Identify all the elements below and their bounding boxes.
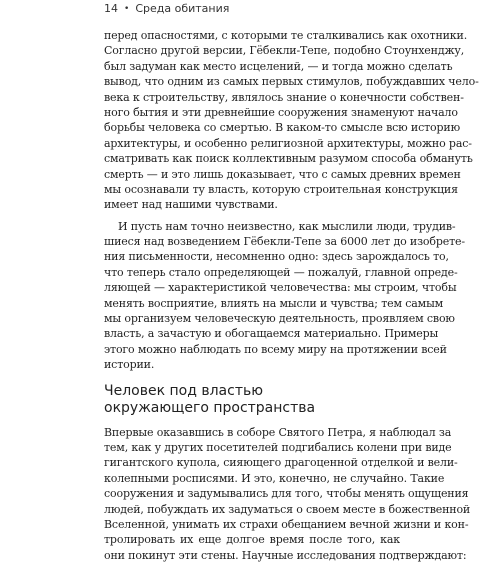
text-line: истории.: [104, 358, 155, 372]
text-line: И пусть нам точно неизвестно, как мыслили люди, трудив-: [118, 219, 456, 233]
text-line: власть, а зачастую и обогащаемся материально. Примеры: [104, 327, 439, 341]
text-line: борьбы человека со смертью. В каком-то смысле всю историю: [104, 121, 461, 135]
section-heading-line: окружающего пространства: [104, 399, 316, 416]
text-line: Впервые оказавшись в соборе Святого Петра, я наблюдал за: [104, 425, 452, 439]
body-text: [104, 28, 479, 563]
text-line: тем, как у других посетителей подгибались колени при виде: [104, 440, 452, 454]
bullet-separator: •: [124, 3, 130, 14]
text-line: мы осознавали ту власть, которую строительная конструкция: [104, 182, 458, 196]
text-line: архитектуры, и особенно религиозной архитектуры, можно рас-: [104, 136, 472, 150]
text-line: тролировать их еще долгое время после того, как: [104, 533, 400, 547]
text-line: колепными росписями. И это, конечно, не случайно. Такие: [104, 471, 445, 485]
text-line: смерть — и это лишь доказывает, что с самых древних времен: [104, 167, 461, 181]
text-line: ляющей — характеристикой человечества: мы строим, чтобы: [104, 281, 457, 295]
text-line: мы организуем человеческую деятельность, проявляем свою: [104, 312, 455, 326]
text-line: вывод, что одним из самых первых стимулов, побуждавших чело-: [104, 75, 479, 89]
text-line: ного бытия и эти древнейшие сооружения знаменуют начало: [104, 105, 458, 119]
text-line: Согласно другой версии, Гёбекли-Тепе, подобно Стоунхенджу,: [104, 44, 465, 58]
text-line: Вселенной, унимать их страхи обещанием вечной жизни и кон-: [104, 517, 469, 531]
text-line: людей, побуждать их задуматься о своем месте в божественной: [104, 502, 471, 516]
text-line: ния письменности, несомненно одно: здесь зарождалось то,: [104, 250, 449, 264]
page-number: 14: [104, 2, 118, 15]
text-line: этого можно наблюдать по всему миру на протяжении всей: [104, 342, 447, 356]
text-line: сооружения и задумывались для того, чтобы менять ощущения: [104, 487, 469, 501]
section-heading-line: Человек под властью: [104, 382, 264, 399]
text-line: менять восприятие, влиять на мысли и чувства; тем самым: [104, 296, 444, 310]
text-line: перед опасностями, с которыми те сталкивались как охотники.: [104, 29, 468, 42]
paragraph-2: [104, 219, 465, 373]
text-line: имеет над нашими чувствами.: [104, 198, 278, 212]
text-line: гигантского купола, сияющего драгоценной отделкой и вели-: [104, 456, 458, 470]
text-line: сматривать как поиск коллективным разумом способа обмануть: [104, 152, 473, 166]
text-line: был задуман как место исцелений, — и тогда можно сделать: [104, 59, 453, 73]
text-line: века к строительству, являлось знание о конечности собствен-: [104, 90, 464, 104]
chapter-title: Среда обитания: [135, 2, 230, 15]
text-line: что теперь стало определяющей — пожалуй, главной опреде-: [104, 265, 458, 279]
paragraph-3: [104, 425, 471, 563]
section-heading: [104, 383, 400, 417]
paragraph-1: [104, 28, 479, 213]
running-head: [104, 2, 229, 15]
text-line: шиеся над возведением Гёбекли-Тепе за 6000 лет до изобрете-: [104, 235, 465, 249]
text-line: они покинут эти стены. Научные исследования подтверждают:: [104, 548, 467, 562]
